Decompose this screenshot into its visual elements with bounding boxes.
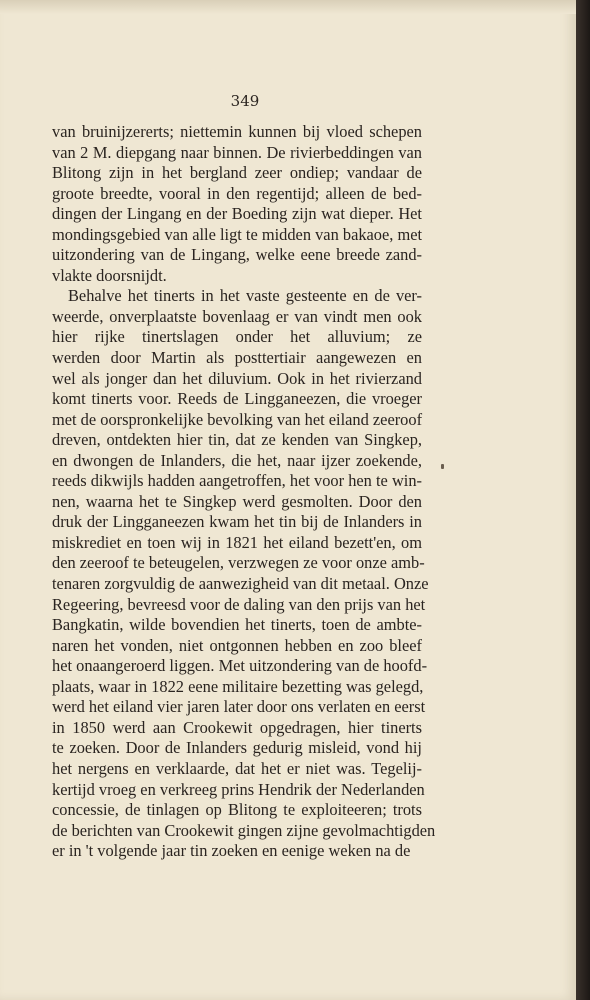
text-line: nen, waarna het te Singkep werd gesmolten. Door den <box>52 491 422 511</box>
text-line: miskrediet en toen wij in 1821 het eiland bezett'en, om <box>52 532 422 552</box>
text-line: van bruinijzererts; niettemin kunnen bij vloed schepen <box>52 122 422 141</box>
text-line: werd het eiland vier jaren later door ons verlaten en eerst <box>52 697 426 717</box>
text-line: en dwongen de Inlanders, die het, naar ijzer zoekende, <box>52 450 422 470</box>
text-line: Behalve het tinerts in het vaste gesteente en de ver- <box>68 286 422 306</box>
text-line: den zeeroof te beteugelen, verzwegen ze voor onze amb- <box>52 553 425 573</box>
text-line: met de oorspronkelijke bevolking van het eiland zeeroof <box>52 409 423 429</box>
text-line: groote breedte, vooral in den regentijd; alleen de bed- <box>52 183 422 203</box>
text-line: concessie, de tinlagen op Blitong te exploiteeren; trots <box>52 800 422 820</box>
text-line: naren het vonden, niet ontgonnen hebben en zoo bleef <box>52 635 422 655</box>
text-line: mondingsgebied van alle ligt te midden van bakaoe, met <box>52 224 423 244</box>
text-line: er in 't volgende jaar tin zoeken en eenige weken na de <box>52 841 411 861</box>
text-line: Regeering, bevreesd voor de daling van den prijs van het <box>52 594 426 614</box>
page-number: 349 <box>230 92 260 110</box>
text-line: druk der Lingganeezen kwam het tin bij de Inlanders in <box>52 512 422 532</box>
text-line: werden door Martin als posttertiair aangewezen en <box>52 348 422 368</box>
text-line: dreven, ontdekten hier tin, dat ze kenden van Singkep, <box>52 430 422 450</box>
text-line: reeds dikwijls hadden aangetroffen, het voor hen te win- <box>52 471 422 491</box>
text-line: Blitong zijn in het bergland zeer ondiep; vandaar de <box>52 163 422 183</box>
text-line: het nergens en verklaarde, dat het er niet was. Tegelij- <box>52 758 422 778</box>
text-line: in 1850 werd aan Crookewit opgedragen, hier tinerts <box>52 717 422 737</box>
text-line: weerde, onverplaatste bovenlaag er van vindt men ook <box>52 306 422 326</box>
text-line: het onaangeroerd liggen. Met uitzondering van de hoofd- <box>52 656 428 676</box>
text-line: hier rijke tinertslagen onder het alluvium; ze <box>52 327 422 347</box>
text-line: de berichten van Crookewit gingen zijne gevolmachtigden <box>52 820 436 840</box>
text-line: komt tinerts voor. Reeds de Lingganeezen, die vroeger <box>52 389 422 409</box>
text-line: vlakte doorsnijdt. <box>52 265 167 285</box>
body-text <box>52 122 436 862</box>
text-line: van 2 M. diepgang naar binnen. De rivierbeddingen van <box>52 142 422 162</box>
text-line: kertijd vroeg en verkreeg prins Hendrik der Nederlanden <box>52 779 425 799</box>
text-line: Bangkatin, wilde bovendien het tinerts, toen de ambte- <box>52 615 422 635</box>
text-line: te zoeken. Door de Inlanders gedurig misleid, vond hij <box>52 738 422 758</box>
page-top-shadow <box>0 0 576 14</box>
text-line: wel als jonger dan het diluvium. Ook in het rivierzand <box>52 368 422 388</box>
text-line: dingen der Lingang en der Boeding zijn wat dieper. Het <box>52 204 422 224</box>
book-edge <box>576 0 590 1000</box>
text-line: tenaren zorgvuldig de aanwezigheid van dit metaal. Onze <box>52 574 429 594</box>
margin-mark <box>441 464 444 469</box>
text-line: plaats, waar in 1822 eene militaire bezetting was gelegd, <box>52 676 424 696</box>
text-line: uitzondering van de Lingang, welke eene breede zand- <box>52 245 422 265</box>
